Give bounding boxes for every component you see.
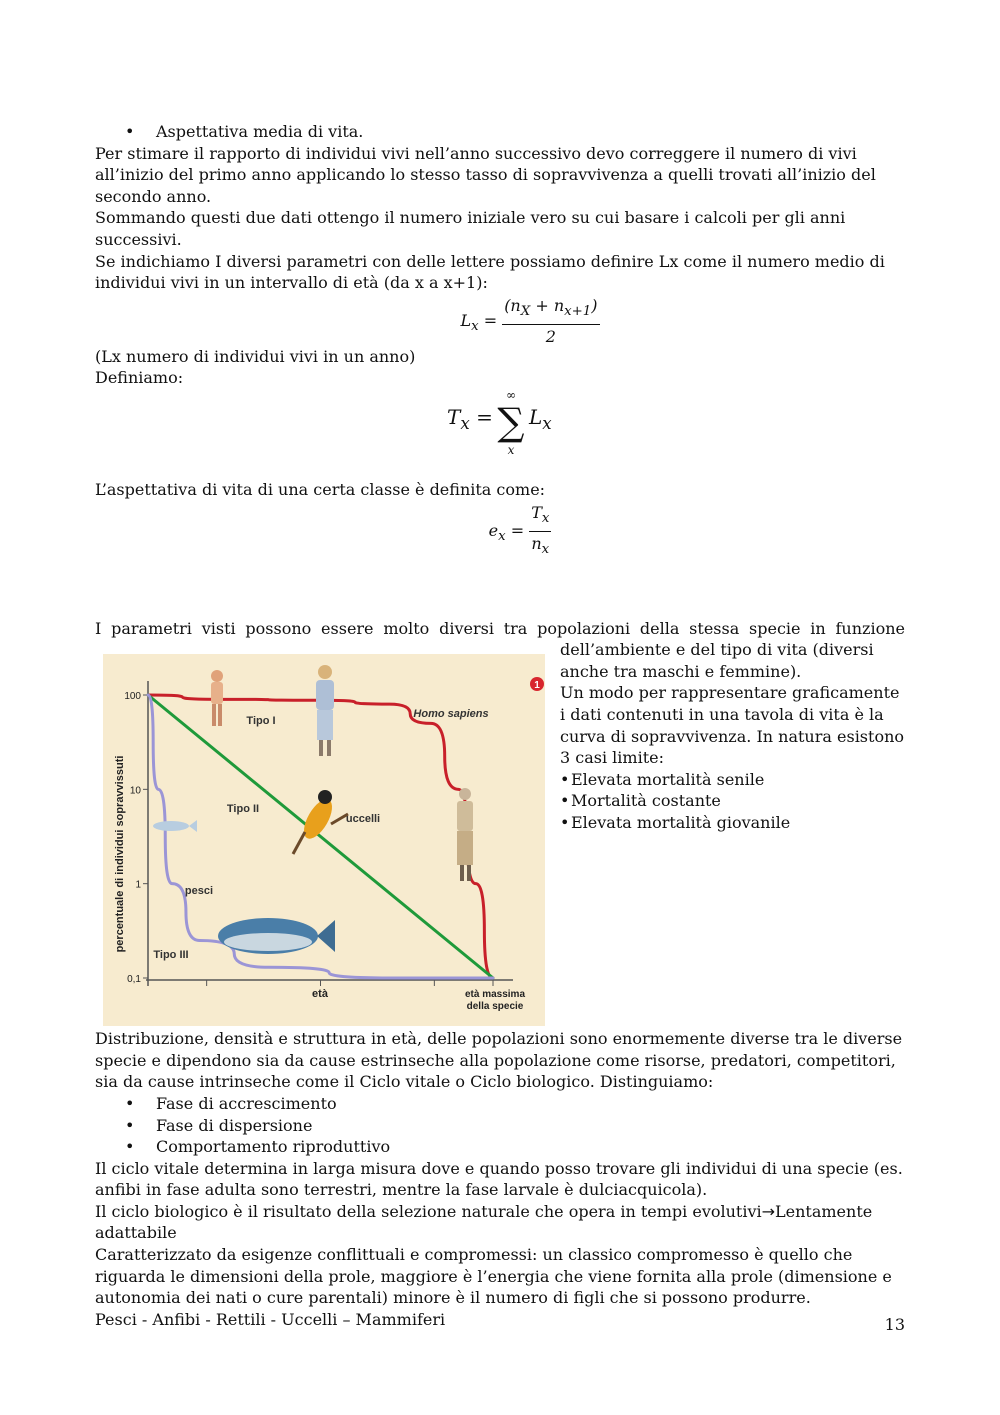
page-number: 13 xyxy=(884,1315,905,1334)
side-bullet-text: Elevata mortalità senile xyxy=(571,769,765,789)
y-tick-label: 10 xyxy=(129,785,141,797)
arrow-icon: → xyxy=(761,1201,776,1221)
bullet-item xyxy=(95,121,905,143)
bullet-text: Fase di dispersione xyxy=(156,1115,313,1135)
formula-denominator: 2 xyxy=(545,326,556,346)
y-tick-label: 1 xyxy=(135,879,141,891)
x-axis-label: età xyxy=(312,988,328,1001)
y-tick-label: 100 xyxy=(124,691,141,703)
series-annotation: Homo sapiens xyxy=(413,708,489,721)
bullet-text: Aspettativa media di vita. xyxy=(156,122,364,141)
formula-symbol: T xyxy=(447,404,461,429)
formula-subscript: x xyxy=(541,541,550,557)
formula-denominator: n xyxy=(531,533,542,553)
paragraph-7: Caratterizzato da esigenze conflittuali e compromessi: un classico compromesso è quello che riguarda le dimensioni della prole, maggiore è l’energia che viene fornita alla prole (dimensione e autonomia dei nati o cure parentali) minore è il numero di figli che si possono produrre. xyxy=(95,1245,892,1308)
sum-symbol: ∞ ∑ x xyxy=(495,389,527,457)
paragraph-3: Se indichiamo I diversi parametri con delle lettere possiamo definire Lx come il numero medio di individui vivi in un intervallo di età (da x a x+1): xyxy=(95,251,885,293)
formula-subscript: x xyxy=(460,413,470,433)
x-axis-end-label-1: età massima xyxy=(464,989,526,1001)
paragraph-2: Sommando questi due dati ottengo il numero iniziale vero su cui basare i calcoli per gli anni successivi. xyxy=(95,208,846,249)
formula-subscript: x xyxy=(471,319,479,335)
bullet-item: • Fase di accrescimento xyxy=(125,1093,337,1113)
page-content xyxy=(95,121,905,1330)
figure-intro-line: I parametri visti possono essere molto diversi tra popolazioni della stessa specie in funzione xyxy=(95,618,905,638)
definiamo-label: Definiamo: xyxy=(95,368,184,388)
series-annotation: pesci xyxy=(184,885,214,898)
y-tick-label: 0,1 xyxy=(127,974,141,986)
bullet-item: • Comportamento riproduttivo xyxy=(125,1137,391,1157)
aspettativa-definition: L’aspettativa di vita di una certa classe è definita come: xyxy=(95,479,546,499)
side-text-line-2: Un modo per rappresentare graficamente i dati contenuti in una tavola di vita è la curva di sopravvivenza. In natura esistono 3 casi limite: xyxy=(560,683,905,768)
side-bullet: • Elevata mortalità senile xyxy=(560,769,765,789)
paragraph-6-conclusion: Lentamente adattabile xyxy=(95,1201,873,1243)
formula-fraction xyxy=(502,294,599,349)
sum-lower-limit: x xyxy=(507,442,515,457)
side-bullet: • Mortalità costante xyxy=(560,791,721,811)
y-axis-label: percentuale di individui sopravvissuti xyxy=(114,755,126,953)
formula-subscript: x+1 xyxy=(564,303,592,319)
lx-note: (Lx numero di individui vivi in un anno) xyxy=(95,346,416,366)
paragraph-5: Il ciclo vitale determina in larga misura dove e quando posso trovare gli individui di una specie (es. anfibi in fase adulta sono terrestri, mentre la fase larvale è dulciacquicola). xyxy=(95,1158,903,1200)
formula-paren: ) xyxy=(591,295,598,315)
bullet-text: Fase di accrescimento xyxy=(156,1093,337,1113)
x-axis-end-label-2: della specie xyxy=(466,1001,524,1013)
side-bullet-text: Mortalità costante xyxy=(571,791,721,811)
chart-svg xyxy=(103,654,545,1026)
formula-numerator: T xyxy=(531,502,542,522)
bullet-dot: • xyxy=(125,122,135,141)
paragraph-6 xyxy=(95,1201,905,1244)
series-label: Tipo I xyxy=(246,715,276,728)
formula-lx: $L_x$ = $\frac{(n_X + n_{x+1})}{2}$ xyxy=(95,294,905,346)
paragraph-4: Distribuzione, densità e struttura in età, delle popolazioni sono enormemente diverse tra le diverse specie e dipendono sia da cause estrinseche alla popolazione come risorse, predatori, competitori, sia da cause intrinseche come il Ciclo vitale o Ciclo biologico. Distinguiamo: xyxy=(95,1029,903,1092)
side-bullet: • Elevata mortalità giovanile xyxy=(560,812,791,832)
formula-subscript: X xyxy=(520,303,531,319)
bullet-item: • Fase di dispersione xyxy=(125,1115,313,1135)
side-text-line-1: dell’ambiente e del tipo di vita (diversi anche tra maschi e femmine). xyxy=(560,640,874,681)
paragraph-6-text: Il ciclo biologico è il risultato della selezione naturale che opera in tempi evolutivi xyxy=(95,1201,762,1221)
paragraph-8: Pesci - Anfibi - Rettili - Uccelli – Mammiferi xyxy=(95,1309,446,1329)
formula-subscript: x xyxy=(541,510,550,526)
side-text xyxy=(560,639,905,833)
series-annotation: uccelli xyxy=(345,813,381,826)
figure-block xyxy=(95,639,905,1039)
series-label: Tipo II xyxy=(226,803,260,816)
series-label: Tipo III xyxy=(153,949,189,962)
sum-upper-limit: ∞ xyxy=(506,387,516,402)
formula-numerator: (n xyxy=(504,295,521,315)
formula-symbol: e xyxy=(488,520,499,540)
figure-badge-number: 1 xyxy=(534,680,540,692)
bullet-text: Comportamento riproduttivo xyxy=(156,1137,391,1157)
formula-symbol: L xyxy=(460,310,472,330)
survivorship-chart xyxy=(103,654,545,1026)
formula-subscript: x xyxy=(498,528,506,544)
formula-fraction xyxy=(529,501,551,562)
side-bullet-text: Elevata mortalità giovanile xyxy=(571,812,791,832)
formula-ex: $e_x$ = $\frac{T_x}{n_x}$ xyxy=(95,501,905,561)
formula-symbol: L xyxy=(529,404,543,429)
formula-tx: $T_x$ = ∞ ∑ x $L_x$ xyxy=(447,387,552,457)
paragraph-1: Per stimare il rapporto di individui vivi nell’anno successivo devo correggere il numero di vivi all’inizio del primo anno applicando lo stesso tasso di sopravvivenza a quelli trovati all’inizio del secondo anno. xyxy=(95,143,876,206)
formula-term: + n xyxy=(530,295,565,315)
formula-subscript: x xyxy=(542,413,552,433)
